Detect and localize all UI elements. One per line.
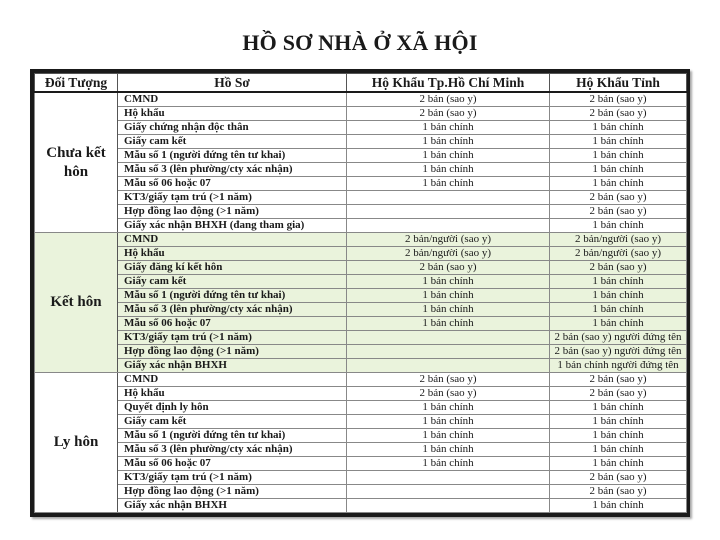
table-row bbox=[35, 303, 687, 317]
table-row bbox=[35, 457, 687, 471]
document-name: Mẫu số 3 (lên phường/cty xác nhận) bbox=[118, 163, 347, 177]
province-requirement: 2 bản (sao y) bbox=[550, 387, 687, 401]
province-requirement: 2 bản (sao y) bbox=[550, 261, 687, 275]
document-name: Mẫu số 06 hoặc 07 bbox=[118, 457, 347, 471]
document-name: Mẫu số 06 hoặc 07 bbox=[118, 317, 347, 331]
document-name: Hộ khẩu bbox=[118, 247, 347, 261]
hcm-requirement: 1 bản chính bbox=[347, 317, 550, 331]
hcm-requirement: 2 bản (sao y) bbox=[347, 387, 550, 401]
table-row bbox=[35, 191, 687, 205]
province-requirement: 2 bản (sao y) bbox=[550, 205, 687, 219]
province-requirement: 1 bản chính bbox=[550, 303, 687, 317]
table-row bbox=[35, 275, 687, 289]
hcm-requirement: 1 bản chính bbox=[347, 443, 550, 457]
table-row bbox=[35, 499, 687, 513]
province-requirement: 1 bản chính bbox=[550, 135, 687, 149]
province-requirement: 1 bản chính bbox=[550, 289, 687, 303]
table-row bbox=[35, 219, 687, 233]
province-requirement: 1 bản chính bbox=[550, 457, 687, 471]
hcm-requirement: 1 bản chính bbox=[347, 415, 550, 429]
hcm-requirement: 1 bản chính bbox=[347, 275, 550, 289]
hcm-requirement: 2 bản/người (sao y) bbox=[347, 233, 550, 247]
hcm-requirement: 1 bản chính bbox=[347, 457, 550, 471]
hcm-requirement: 2 bản/người (sao y) bbox=[347, 247, 550, 261]
table-row bbox=[35, 415, 687, 429]
document-name: Giấy chứng nhận độc thân bbox=[118, 121, 347, 135]
page-title: HỒ SƠ NHÀ Ở XÃ HỘI bbox=[242, 30, 478, 55]
requirements-table bbox=[34, 73, 687, 513]
province-requirement: 1 bản chính bbox=[550, 149, 687, 163]
document-name: Hộ khẩu bbox=[118, 387, 347, 401]
table-row bbox=[35, 373, 687, 387]
hcm-requirement bbox=[347, 191, 550, 205]
document-name: Giấy xác nhận BHXH (đang tham gia) bbox=[118, 219, 347, 233]
table-row bbox=[35, 261, 687, 275]
document-name: Mẫu số 06 hoặc 07 bbox=[118, 177, 347, 191]
header-ho-so: Hồ Sơ bbox=[118, 74, 347, 93]
province-requirement: 2 bản (sao y) bbox=[550, 373, 687, 387]
table-row bbox=[35, 387, 687, 401]
table-row bbox=[35, 233, 687, 247]
province-requirement: 1 bản chính bbox=[550, 163, 687, 177]
province-requirement: 1 bản chính bbox=[550, 401, 687, 415]
hcm-requirement: 1 bản chính bbox=[347, 303, 550, 317]
table-row bbox=[35, 163, 687, 177]
document-name: Mẫu số 1 (người đứng tên tư khai) bbox=[118, 149, 347, 163]
hcm-requirement: 2 bản (sao y) bbox=[347, 92, 550, 107]
hcm-requirement: 1 bản chính bbox=[347, 135, 550, 149]
hcm-requirement bbox=[347, 471, 550, 485]
province-requirement: 2 bản (sao y) bbox=[550, 107, 687, 121]
province-requirement: 1 bản chính bbox=[550, 177, 687, 191]
document-name: Giấy cam kết bbox=[118, 135, 347, 149]
table-row bbox=[35, 135, 687, 149]
hcm-requirement: 1 bản chính bbox=[347, 289, 550, 303]
hcm-requirement: 2 bản (sao y) bbox=[347, 261, 550, 275]
table-row bbox=[35, 471, 687, 485]
document-name: CMND bbox=[118, 92, 347, 107]
document-name: Mẫu số 1 (người đứng tên tư khai) bbox=[118, 289, 347, 303]
province-requirement: 1 bản chính bbox=[550, 275, 687, 289]
table-row bbox=[35, 317, 687, 331]
table-row bbox=[35, 359, 687, 373]
hcm-requirement bbox=[347, 345, 550, 359]
table-row bbox=[35, 401, 687, 415]
table-row bbox=[35, 331, 687, 345]
document-name: Giấy xác nhận BHXH bbox=[118, 359, 347, 373]
province-requirement: 2 bản/người (sao y) bbox=[550, 247, 687, 261]
document-name: Quyết định ly hôn bbox=[118, 401, 347, 415]
document-name: Giấy cam kết bbox=[118, 415, 347, 429]
hcm-requirement bbox=[347, 485, 550, 499]
hcm-requirement bbox=[347, 205, 550, 219]
table-row bbox=[35, 485, 687, 499]
province-requirement: 2 bản (sao y) người đứng tên bbox=[550, 331, 687, 345]
table-row bbox=[35, 443, 687, 457]
document-name: Hộ khẩu bbox=[118, 107, 347, 121]
group-label: Chưa kết hôn bbox=[35, 92, 118, 233]
header-ho-khau-hcm: Hộ Khẩu Tp.Hồ Chí Minh bbox=[347, 74, 550, 93]
table-row bbox=[35, 92, 687, 107]
table-row bbox=[35, 247, 687, 261]
province-requirement: 1 bản chính bbox=[550, 121, 687, 135]
requirements-table-frame bbox=[30, 69, 690, 517]
province-requirement: 1 bản chính bbox=[550, 429, 687, 443]
hcm-requirement: 1 bản chính bbox=[347, 121, 550, 135]
hcm-requirement bbox=[347, 499, 550, 513]
province-requirement: 2 bản (sao y) bbox=[550, 191, 687, 205]
hcm-requirement: 1 bản chính bbox=[347, 429, 550, 443]
table-row bbox=[35, 177, 687, 191]
header-doi-tuong: Đối Tượng bbox=[35, 74, 118, 93]
hcm-requirement bbox=[347, 219, 550, 233]
province-requirement: 2 bản (sao y) bbox=[550, 471, 687, 485]
document-name: Hợp đồng lao động (>1 năm) bbox=[118, 205, 347, 219]
document-name: Hợp đồng lao động (>1 năm) bbox=[118, 345, 347, 359]
hcm-requirement: 1 bản chính bbox=[347, 149, 550, 163]
hcm-requirement: 1 bản chính bbox=[347, 163, 550, 177]
table-row bbox=[35, 107, 687, 121]
document-name: CMND bbox=[118, 233, 347, 247]
document-name: KT3/giấy tạm trú (>1 năm) bbox=[118, 331, 347, 345]
document-name: KT3/giấy tạm trú (>1 năm) bbox=[118, 471, 347, 485]
province-requirement: 2 bản (sao y) người đứng tên bbox=[550, 345, 687, 359]
document-name: Mẫu số 1 (người đứng tên tư khai) bbox=[118, 429, 347, 443]
group-label: Ly hôn bbox=[35, 373, 118, 513]
document-name: Giấy cam kết bbox=[118, 275, 347, 289]
table-header-row bbox=[35, 74, 687, 93]
table-row bbox=[35, 121, 687, 135]
hcm-requirement: 1 bản chính bbox=[347, 401, 550, 415]
header-ho-khau-tinh: Hộ Khẩu Tỉnh bbox=[550, 74, 687, 93]
table-row bbox=[35, 149, 687, 163]
table-row bbox=[35, 345, 687, 359]
hcm-requirement: 2 bản (sao y) bbox=[347, 107, 550, 121]
group-label: Kết hôn bbox=[35, 233, 118, 373]
hcm-requirement: 1 bản chính bbox=[347, 177, 550, 191]
document-name: Giấy đăng kí kết hôn bbox=[118, 261, 347, 275]
table-row bbox=[35, 289, 687, 303]
province-requirement: 2 bản (sao y) bbox=[550, 485, 687, 499]
hcm-requirement bbox=[347, 331, 550, 345]
hcm-requirement: 2 bản (sao y) bbox=[347, 373, 550, 387]
province-requirement: 2 bản/người (sao y) bbox=[550, 233, 687, 247]
document-name: Hợp đồng lao động (>1 năm) bbox=[118, 485, 347, 499]
document-name: CMND bbox=[118, 373, 347, 387]
province-requirement: 1 bản chính bbox=[550, 443, 687, 457]
document-name: Giấy xác nhận BHXH bbox=[118, 499, 347, 513]
table-row bbox=[35, 205, 687, 219]
document-name: Mẫu số 3 (lên phường/cty xác nhận) bbox=[118, 303, 347, 317]
document-name: Mẫu số 3 (lên phường/cty xác nhận) bbox=[118, 443, 347, 457]
document-name: KT3/giấy tạm trú (>1 năm) bbox=[118, 191, 347, 205]
hcm-requirement bbox=[347, 359, 550, 373]
province-requirement: 1 bản chính người đứng tên bbox=[550, 359, 687, 373]
province-requirement: 1 bản chính bbox=[550, 499, 687, 513]
province-requirement: 1 bản chính bbox=[550, 219, 687, 233]
province-requirement: 1 bản chính bbox=[550, 415, 687, 429]
province-requirement: 2 bản (sao y) bbox=[550, 92, 687, 107]
table-row bbox=[35, 429, 687, 443]
province-requirement: 1 bản chính bbox=[550, 317, 687, 331]
